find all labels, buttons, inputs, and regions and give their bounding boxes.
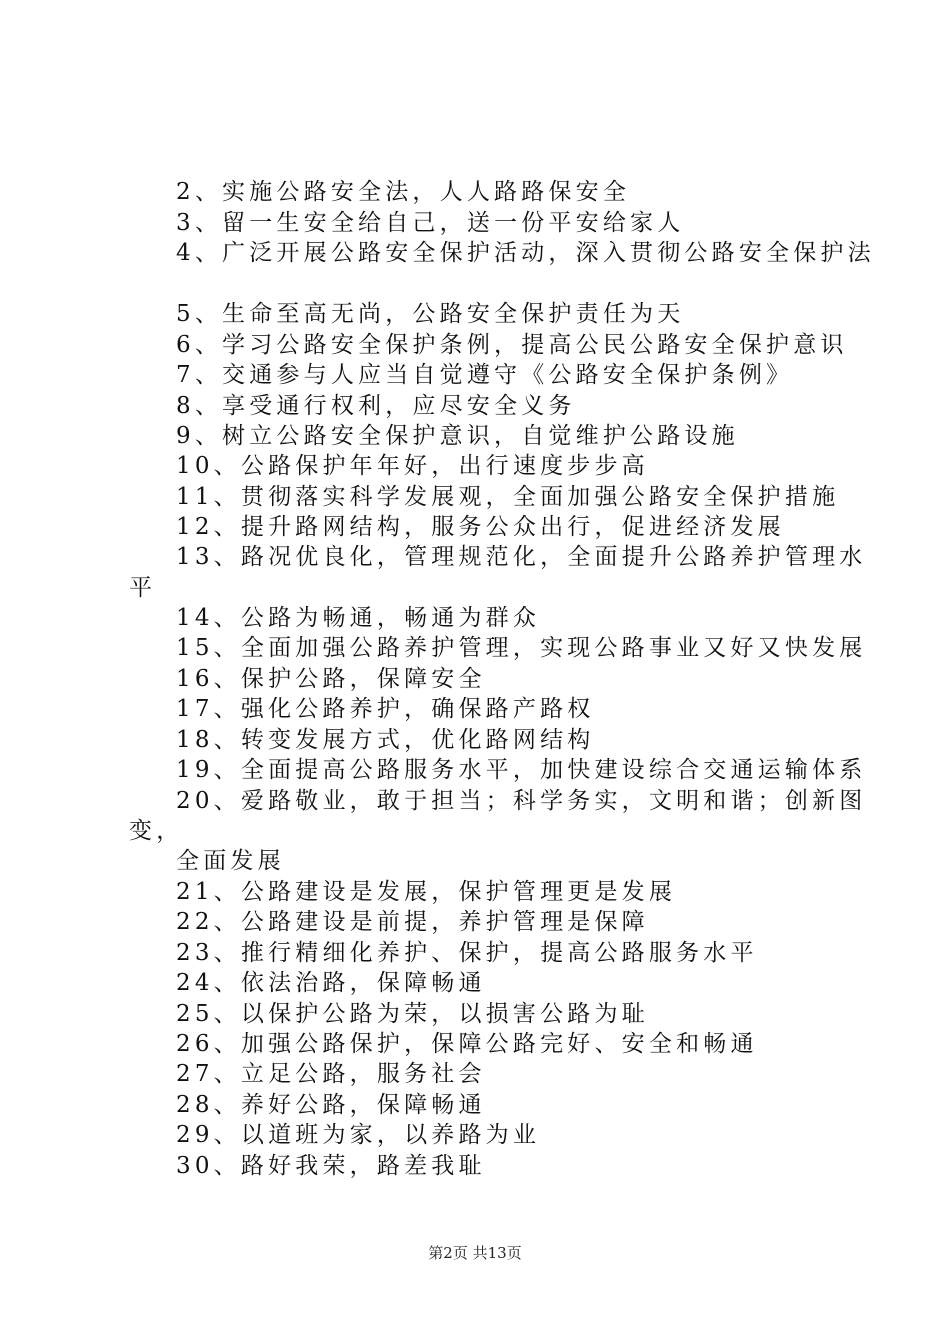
text-line: 12、提升路网结构，服务公众出行，促进经济发展 (176, 514, 785, 540)
text-line: 20、爱路敬业，敢于担当；科学务实，文明和谐；创新图 (176, 788, 867, 814)
text-line: 全面发展 (176, 848, 285, 874)
text-line: 24、依法治路，保障畅通 (176, 970, 486, 996)
text-line: 16、保护公路，保障安全 (176, 666, 486, 692)
text-line: 21、公路建设是发展，保护管理更是发展 (176, 879, 677, 905)
text-line: 28、养好公路，保障畅通 (176, 1092, 486, 1118)
text-line: 10、公路保护年年好，出行速度步步高 (176, 453, 649, 479)
text-line: 4、广泛开展公路安全保护活动，深入贯彻公路安全保护法 (176, 240, 875, 266)
text-line: 29、以道班为家，以养路为业 (176, 1122, 541, 1148)
text-line: 3、留一生安全给自己，送一份平安给家人 (176, 210, 685, 236)
text-line: 22、公路建设是前提，养护管理是保障 (176, 909, 649, 935)
text-line: 7、交通参与人应当自觉遵守《公路安全保护条例》 (176, 362, 794, 388)
page-number-footer: 第2页 共13页 (428, 1244, 522, 1262)
text-line: 30、路好我荣，路差我耻 (176, 1153, 486, 1179)
text-line: 5、生命至高无尚，公路安全保护责任为天 (176, 301, 685, 327)
text-line: 13、路况优良化，管理规范化，全面提升公路养护管理水 (176, 544, 867, 570)
text-line: 17、强化公路养护，确保路产路权 (176, 696, 595, 722)
text-line: 18、转变发展方式，优化路网结构 (176, 727, 595, 753)
text-line: 26、加强公路保护，保障公路完好、安全和畅通 (176, 1031, 758, 1057)
text-line: 19、全面提高公路服务水平，加快建设综合交通运输体系 (176, 757, 867, 783)
text-line: 23、推行精细化养护、保护，提高公路服务水平 (176, 940, 758, 966)
text-line: 8、享受通行权利，应尽安全义务 (176, 393, 576, 419)
text-line: 27、立足公路，服务社会 (176, 1061, 486, 1087)
text-line: 变， (129, 818, 184, 844)
text-line: 6、学习公路安全保护条例，提高公民公路安全保护意识 (176, 332, 848, 358)
text-line: 平 (129, 575, 157, 601)
text-line: 2、实施公路安全法，人人路路保安全 (176, 179, 631, 205)
text-line: 11、贯彻落实科学发展观，全面加强公路安全保护措施 (176, 484, 840, 510)
text-line: 25、以保护公路为荣，以损害公路为耻 (176, 1001, 649, 1027)
text-line: 14、公路为畅通，畅通为群众 (176, 605, 541, 631)
text-line: 15、全面加强公路养护管理，实现公路事业又好又快发展 (176, 635, 867, 661)
text-line: 9、树立公路安全保护意识，自觉维护公路设施 (176, 423, 739, 449)
